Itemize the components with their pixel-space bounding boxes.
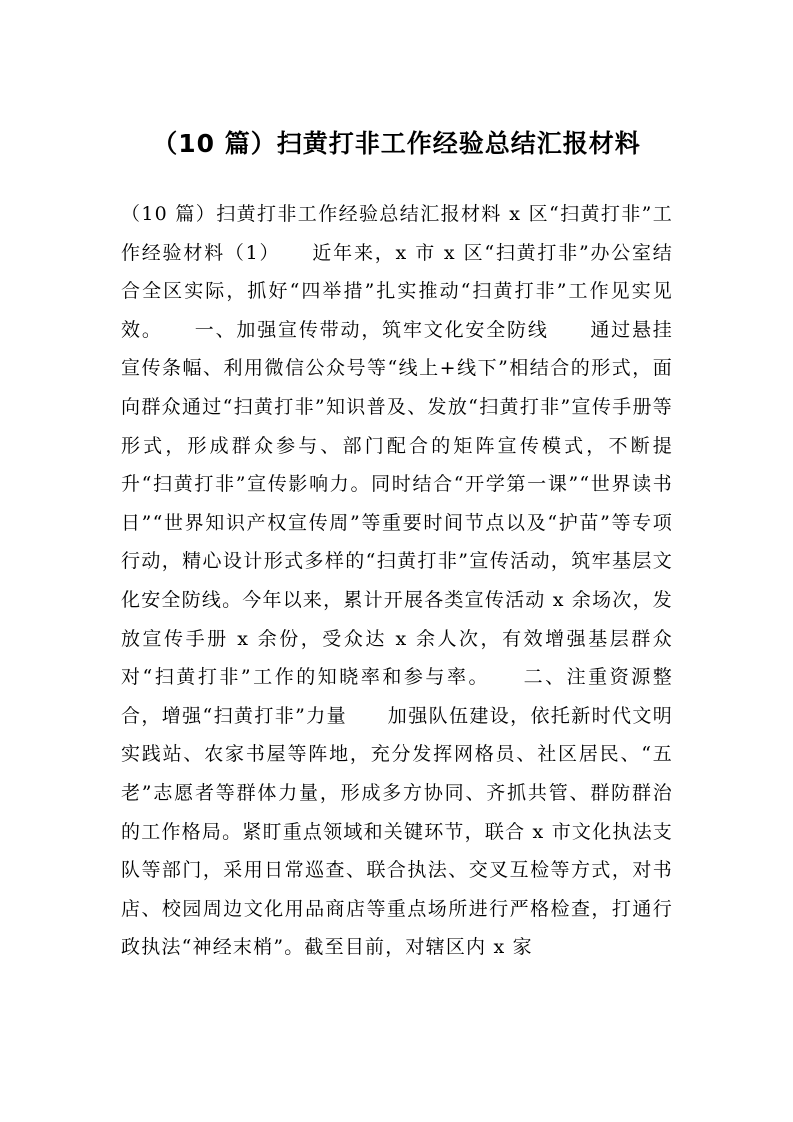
- document-title: （10 篇）扫黄打非工作经验总结汇报材料: [152, 129, 641, 158]
- document-body-text: （10 篇）扫黄打非工作经验总结汇报材料 x 区“扫黄打非”工作经验材料（1） 近年来，x 市 x 区“扫黄打非”办公室结合全区实际，抓好“四举措”扎实推动“扫黄打非”工作见实见效。 一、加强宣传带动，筑牢文化安全防线 通过悬挂宣传条幅、利用微信公众号等“线上+线下”相结合的形式，面向群众通过“扫黄打非”知识普及、发放“扫黄打非”宣传手册等形式，形成群众参与、部门配合的矩阵宣传模式，不断提升“扫黄打非”宣传影响力。同时结合“开学第一课”“世界读书日”“世界知识产权宣传周”等重要时间节点以及“护苗”等专项行动，精心设计形式多样的“扫黄打非”宣传活动，筑牢基层文化安全防线。今年以来，累计开展各类宣传活动 x 余场次，发放宣传手册 x 余份，受众达 x 余人次，有效增强基层群众对“扫黄打非”工作的知晓率和参与率。 二、注重资源整合，增强“扫黄打非”力量 加强队伍建设，依托新时代文明实践站、农家书屋等阵地，充分发挥网格员、社区居民、“五老”志愿者等群体力量，形成多方协同、齐抓共管、群防群治的工作格局。紧盯重点领域和关键环节，联合 x 市文化执法支队等部门，采用日常巡查、联合执法、交叉互检等方式，对书店、校园周边文化用品商店等重点场所进行严格检查，打通行政执法“神经末梢”。截至目前，对辖区内 x 家: [121, 203, 673, 959]
